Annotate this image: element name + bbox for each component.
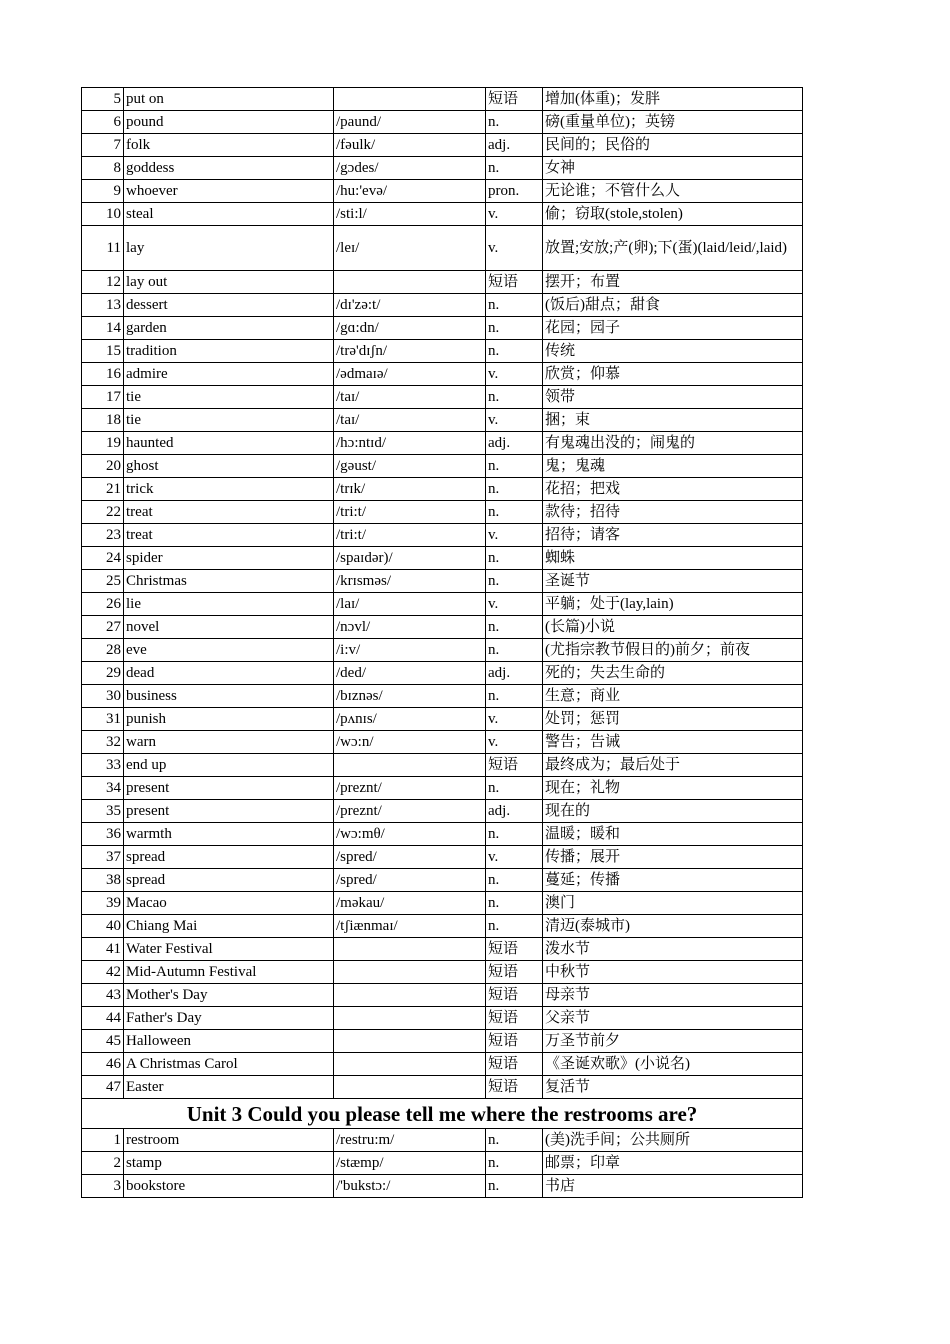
table-row: [82, 409, 803, 432]
pronunciation-cell: /dɪ'zə:t/: [334, 294, 486, 317]
word-cell: folk: [124, 134, 334, 157]
word-cell: trick: [124, 478, 334, 501]
table-row: [82, 111, 803, 134]
row-number: 36: [82, 823, 124, 846]
pronunciation-cell: /laɪ/: [334, 593, 486, 616]
part-of-speech-cell: v.: [486, 708, 543, 731]
word-cell: eve: [124, 639, 334, 662]
table-row: [82, 180, 803, 203]
word-cell: treat: [124, 501, 334, 524]
pronunciation-cell: [334, 1053, 486, 1076]
meaning-cell: (尤指宗教节假日的)前夕；前夜: [543, 639, 803, 662]
table-row: [82, 754, 803, 777]
pronunciation-cell: /hɔ:ntɪd/: [334, 432, 486, 455]
row-number: 44: [82, 1007, 124, 1030]
table-row: [82, 478, 803, 501]
meaning-cell: 处罚；惩罚: [543, 708, 803, 731]
meaning-cell: 现在；礼物: [543, 777, 803, 800]
word-cell: treat: [124, 524, 334, 547]
pronunciation-cell: /wɔ:mθ/: [334, 823, 486, 846]
table-row: [82, 731, 803, 754]
part-of-speech-cell: n.: [486, 685, 543, 708]
row-number: 17: [82, 386, 124, 409]
meaning-cell: 万圣节前夕: [543, 1030, 803, 1053]
table-row: [82, 984, 803, 1007]
meaning-cell: (长篇)小说: [543, 616, 803, 639]
word-cell: spider: [124, 547, 334, 570]
table-row: [82, 340, 803, 363]
meaning-cell: (饭后)甜点；甜食: [543, 294, 803, 317]
part-of-speech-cell: 短语: [486, 88, 543, 111]
part-of-speech-cell: 短语: [486, 1053, 543, 1076]
meaning-cell: 最终成为；最后处于: [543, 754, 803, 777]
word-cell: tie: [124, 386, 334, 409]
pronunciation-cell: /ədmaɪə/: [334, 363, 486, 386]
word-cell: pound: [124, 111, 334, 134]
pronunciation-cell: [334, 88, 486, 111]
row-number: 24: [82, 547, 124, 570]
part-of-speech-cell: 短语: [486, 1007, 543, 1030]
row-number: 46: [82, 1053, 124, 1076]
part-of-speech-cell: 短语: [486, 1076, 543, 1099]
pronunciation-cell: [334, 938, 486, 961]
table-row: [82, 88, 803, 111]
meaning-cell: 蜘蛛: [543, 547, 803, 570]
part-of-speech-cell: adj.: [486, 432, 543, 455]
part-of-speech-cell: v.: [486, 593, 543, 616]
row-number: 11: [82, 226, 124, 271]
table-row: [82, 1175, 803, 1198]
word-cell: end up: [124, 754, 334, 777]
pronunciation-cell: [334, 271, 486, 294]
table-row: [82, 501, 803, 524]
pronunciation-cell: /tri:t/: [334, 501, 486, 524]
table-row: [82, 1030, 803, 1053]
meaning-cell: 书店: [543, 1175, 803, 1198]
meaning-cell: 母亲节: [543, 984, 803, 1007]
meaning-cell: 鬼；鬼魂: [543, 455, 803, 478]
meaning-cell: 警告；告诫: [543, 731, 803, 754]
meaning-cell: 温暖；暖和: [543, 823, 803, 846]
word-cell: Mid-Autumn Festival: [124, 961, 334, 984]
part-of-speech-cell: 短语: [486, 984, 543, 1007]
meaning-cell: 传播；展开: [543, 846, 803, 869]
meaning-cell: 《圣诞欢歌》(小说名): [543, 1053, 803, 1076]
part-of-speech-cell: pron.: [486, 180, 543, 203]
table-row: [82, 317, 803, 340]
table-row: [82, 800, 803, 823]
table-row: [82, 1076, 803, 1099]
word-cell: restroom: [124, 1129, 334, 1152]
part-of-speech-cell: n.: [486, 340, 543, 363]
meaning-cell: 圣诞节: [543, 570, 803, 593]
row-number: 8: [82, 157, 124, 180]
part-of-speech-cell: n.: [486, 869, 543, 892]
pronunciation-cell: /spaɪdər)/: [334, 547, 486, 570]
meaning-cell: 女神: [543, 157, 803, 180]
table-row: [82, 524, 803, 547]
part-of-speech-cell: 短语: [486, 1030, 543, 1053]
unit-heading: Unit 3 Could you please tell me where the restrooms are?: [82, 1099, 803, 1129]
meaning-cell: (美)洗手间；公共厕所: [543, 1129, 803, 1152]
table-row: [82, 1007, 803, 1030]
pronunciation-cell: /taɪ/: [334, 409, 486, 432]
word-cell: lay: [124, 226, 334, 271]
meaning-cell: 花园；园子: [543, 317, 803, 340]
table-row: [82, 1152, 803, 1175]
row-number: 22: [82, 501, 124, 524]
word-cell: present: [124, 800, 334, 823]
table-row: [82, 570, 803, 593]
table-row: [82, 547, 803, 570]
row-number: 9: [82, 180, 124, 203]
unit-heading-row: [82, 1099, 803, 1129]
part-of-speech-cell: 短语: [486, 271, 543, 294]
pronunciation-cell: [334, 1076, 486, 1099]
row-number: 14: [82, 317, 124, 340]
row-number: 25: [82, 570, 124, 593]
row-number: 23: [82, 524, 124, 547]
row-number: 29: [82, 662, 124, 685]
row-number: 42: [82, 961, 124, 984]
pronunciation-cell: /i:v/: [334, 639, 486, 662]
word-cell: garden: [124, 317, 334, 340]
word-cell: admire: [124, 363, 334, 386]
word-cell: bookstore: [124, 1175, 334, 1198]
pronunciation-cell: [334, 754, 486, 777]
row-number: 6: [82, 111, 124, 134]
word-cell: present: [124, 777, 334, 800]
word-cell: business: [124, 685, 334, 708]
word-cell: Chiang Mai: [124, 915, 334, 938]
row-number: 2: [82, 1152, 124, 1175]
part-of-speech-cell: n.: [486, 823, 543, 846]
row-number: 7: [82, 134, 124, 157]
pronunciation-cell: /gɔdes/: [334, 157, 486, 180]
meaning-cell: 领带: [543, 386, 803, 409]
table-row: [82, 1053, 803, 1076]
table-row: [82, 386, 803, 409]
pronunciation-cell: /ded/: [334, 662, 486, 685]
pronunciation-cell: /restru:m/: [334, 1129, 486, 1152]
pronunciation-cell: /spred/: [334, 869, 486, 892]
word-cell: Macao: [124, 892, 334, 915]
word-cell: Father's Day: [124, 1007, 334, 1030]
meaning-cell: 无论谁；不管什么人: [543, 180, 803, 203]
part-of-speech-cell: n.: [486, 777, 543, 800]
part-of-speech-cell: n.: [486, 892, 543, 915]
word-cell: Water Festival: [124, 938, 334, 961]
table-row: [82, 593, 803, 616]
pronunciation-cell: /nɔvl/: [334, 616, 486, 639]
part-of-speech-cell: v.: [486, 363, 543, 386]
meaning-cell: 清迈(泰城市): [543, 915, 803, 938]
row-number: 47: [82, 1076, 124, 1099]
meaning-cell: 传统: [543, 340, 803, 363]
part-of-speech-cell: adj.: [486, 800, 543, 823]
pronunciation-cell: /məkau/: [334, 892, 486, 915]
table-row: [82, 226, 803, 271]
word-cell: Easter: [124, 1076, 334, 1099]
word-cell: novel: [124, 616, 334, 639]
meaning-cell: 磅(重量单位)；英镑: [543, 111, 803, 134]
part-of-speech-cell: 短语: [486, 754, 543, 777]
row-number: 12: [82, 271, 124, 294]
word-cell: whoever: [124, 180, 334, 203]
pronunciation-cell: /stæmp/: [334, 1152, 486, 1175]
word-cell: punish: [124, 708, 334, 731]
pronunciation-cell: /bɪznəs/: [334, 685, 486, 708]
word-cell: ghost: [124, 455, 334, 478]
row-number: 30: [82, 685, 124, 708]
part-of-speech-cell: adj.: [486, 662, 543, 685]
part-of-speech-cell: n.: [486, 639, 543, 662]
row-number: 37: [82, 846, 124, 869]
table-row: [82, 892, 803, 915]
word-cell: warmth: [124, 823, 334, 846]
pronunciation-cell: /sti:l/: [334, 203, 486, 226]
part-of-speech-cell: v.: [486, 409, 543, 432]
meaning-cell: 现在的: [543, 800, 803, 823]
table-row: [82, 639, 803, 662]
pronunciation-cell: [334, 1030, 486, 1053]
vocabulary-table: [81, 87, 803, 1198]
row-number: 10: [82, 203, 124, 226]
pronunciation-cell: /gəust/: [334, 455, 486, 478]
meaning-cell: 复活节: [543, 1076, 803, 1099]
pronunciation-cell: /trə'dɪʃn/: [334, 340, 486, 363]
row-number: 13: [82, 294, 124, 317]
pronunciation-cell: /gɑ:dn/: [334, 317, 486, 340]
meaning-cell: 增加(体重)；发胖: [543, 88, 803, 111]
row-number: 40: [82, 915, 124, 938]
row-number: 5: [82, 88, 124, 111]
meaning-cell: 摆开；布置: [543, 271, 803, 294]
table-row: [82, 777, 803, 800]
pronunciation-cell: [334, 984, 486, 1007]
row-number: 43: [82, 984, 124, 1007]
pronunciation-cell: /fəulk/: [334, 134, 486, 157]
word-cell: spread: [124, 846, 334, 869]
part-of-speech-cell: v.: [486, 226, 543, 271]
meaning-cell: 花招；把戏: [543, 478, 803, 501]
pronunciation-cell: /pʌnɪs/: [334, 708, 486, 731]
part-of-speech-cell: n.: [486, 294, 543, 317]
row-number: 35: [82, 800, 124, 823]
row-number: 15: [82, 340, 124, 363]
row-number: 16: [82, 363, 124, 386]
meaning-cell: 偷；窃取(stole,stolen): [543, 203, 803, 226]
pronunciation-cell: /spred/: [334, 846, 486, 869]
table-row: [82, 846, 803, 869]
meaning-cell: 欣赏；仰慕: [543, 363, 803, 386]
table-row: [82, 915, 803, 938]
meaning-cell: 放置;安放;产(卵);下(蛋)(laid/leid/,laid): [543, 226, 803, 271]
pronunciation-cell: [334, 1007, 486, 1030]
table-row: [82, 157, 803, 180]
part-of-speech-cell: n.: [486, 616, 543, 639]
row-number: 18: [82, 409, 124, 432]
meaning-cell: 生意；商业: [543, 685, 803, 708]
table-row: [82, 455, 803, 478]
word-cell: Halloween: [124, 1030, 334, 1053]
meaning-cell: 死的；失去生命的: [543, 662, 803, 685]
word-cell: tie: [124, 409, 334, 432]
word-cell: put on: [124, 88, 334, 111]
row-number: 28: [82, 639, 124, 662]
pronunciation-cell: /preznt/: [334, 777, 486, 800]
word-cell: tradition: [124, 340, 334, 363]
meaning-cell: 中秋节: [543, 961, 803, 984]
part-of-speech-cell: n.: [486, 317, 543, 340]
pronunciation-cell: /tʃiænmaɪ/: [334, 915, 486, 938]
part-of-speech-cell: n.: [486, 547, 543, 570]
table-row: [82, 961, 803, 984]
word-cell: haunted: [124, 432, 334, 455]
table-row: [82, 708, 803, 731]
meaning-cell: 平躺；处于(lay,lain): [543, 593, 803, 616]
part-of-speech-cell: n.: [486, 915, 543, 938]
row-number: 39: [82, 892, 124, 915]
meaning-cell: 款待；招待: [543, 501, 803, 524]
meaning-cell: 邮票；印章: [543, 1152, 803, 1175]
meaning-cell: 澳门: [543, 892, 803, 915]
meaning-cell: 民间的；民俗的: [543, 134, 803, 157]
row-number: 26: [82, 593, 124, 616]
row-number: 3: [82, 1175, 124, 1198]
table-row: [82, 869, 803, 892]
part-of-speech-cell: v.: [486, 524, 543, 547]
word-cell: lie: [124, 593, 334, 616]
part-of-speech-cell: 短语: [486, 961, 543, 984]
pronunciation-cell: /taɪ/: [334, 386, 486, 409]
table-row: [82, 685, 803, 708]
table-row: [82, 1129, 803, 1152]
pronunciation-cell: /'bukstɔ:/: [334, 1175, 486, 1198]
table-row: [82, 616, 803, 639]
row-number: 31: [82, 708, 124, 731]
table-row: [82, 662, 803, 685]
part-of-speech-cell: v.: [486, 731, 543, 754]
word-cell: spread: [124, 869, 334, 892]
word-cell: A Christmas Carol: [124, 1053, 334, 1076]
table-row: [82, 363, 803, 386]
word-cell: warn: [124, 731, 334, 754]
table-row: [82, 938, 803, 961]
pronunciation-cell: /leɪ/: [334, 226, 486, 271]
pronunciation-cell: /wɔ:n/: [334, 731, 486, 754]
word-cell: lay out: [124, 271, 334, 294]
row-number: 21: [82, 478, 124, 501]
table-row: [82, 294, 803, 317]
pronunciation-cell: /krɪsməs/: [334, 570, 486, 593]
table-row: [82, 432, 803, 455]
row-number: 38: [82, 869, 124, 892]
row-number: 32: [82, 731, 124, 754]
part-of-speech-cell: n.: [486, 1175, 543, 1198]
row-number: 41: [82, 938, 124, 961]
word-cell: Christmas: [124, 570, 334, 593]
row-number: 34: [82, 777, 124, 800]
pronunciation-cell: /paund/: [334, 111, 486, 134]
meaning-cell: 父亲节: [543, 1007, 803, 1030]
word-cell: steal: [124, 203, 334, 226]
table-row: [82, 203, 803, 226]
pronunciation-cell: /hu:'evə/: [334, 180, 486, 203]
part-of-speech-cell: n.: [486, 157, 543, 180]
part-of-speech-cell: v.: [486, 846, 543, 869]
part-of-speech-cell: n.: [486, 1129, 543, 1152]
part-of-speech-cell: n.: [486, 501, 543, 524]
vocabulary-rows-unit-3: [82, 1129, 803, 1198]
pronunciation-cell: /preznt/: [334, 800, 486, 823]
part-of-speech-cell: n.: [486, 455, 543, 478]
part-of-speech-cell: n.: [486, 1152, 543, 1175]
pronunciation-cell: /trɪk/: [334, 478, 486, 501]
row-number: 20: [82, 455, 124, 478]
meaning-cell: 蔓延；传播: [543, 869, 803, 892]
part-of-speech-cell: n.: [486, 111, 543, 134]
meaning-cell: 招待；请客: [543, 524, 803, 547]
meaning-cell: 泼水节: [543, 938, 803, 961]
table-row: [82, 823, 803, 846]
word-cell: dead: [124, 662, 334, 685]
part-of-speech-cell: n.: [486, 570, 543, 593]
meaning-cell: 捆；束: [543, 409, 803, 432]
part-of-speech-cell: v.: [486, 203, 543, 226]
pronunciation-cell: /tri:t/: [334, 524, 486, 547]
table-row: [82, 271, 803, 294]
part-of-speech-cell: 短语: [486, 938, 543, 961]
row-number: 19: [82, 432, 124, 455]
word-cell: stamp: [124, 1152, 334, 1175]
part-of-speech-cell: n.: [486, 478, 543, 501]
table-row: [82, 134, 803, 157]
part-of-speech-cell: adj.: [486, 134, 543, 157]
pronunciation-cell: [334, 961, 486, 984]
word-cell: goddess: [124, 157, 334, 180]
row-number: 33: [82, 754, 124, 777]
row-number: 45: [82, 1030, 124, 1053]
word-cell: dessert: [124, 294, 334, 317]
word-cell: Mother's Day: [124, 984, 334, 1007]
row-number: 1: [82, 1129, 124, 1152]
part-of-speech-cell: n.: [486, 386, 543, 409]
row-number: 27: [82, 616, 124, 639]
vocabulary-rows-unit-2: [82, 88, 803, 1099]
meaning-cell: 有鬼魂出没的；闹鬼的: [543, 432, 803, 455]
